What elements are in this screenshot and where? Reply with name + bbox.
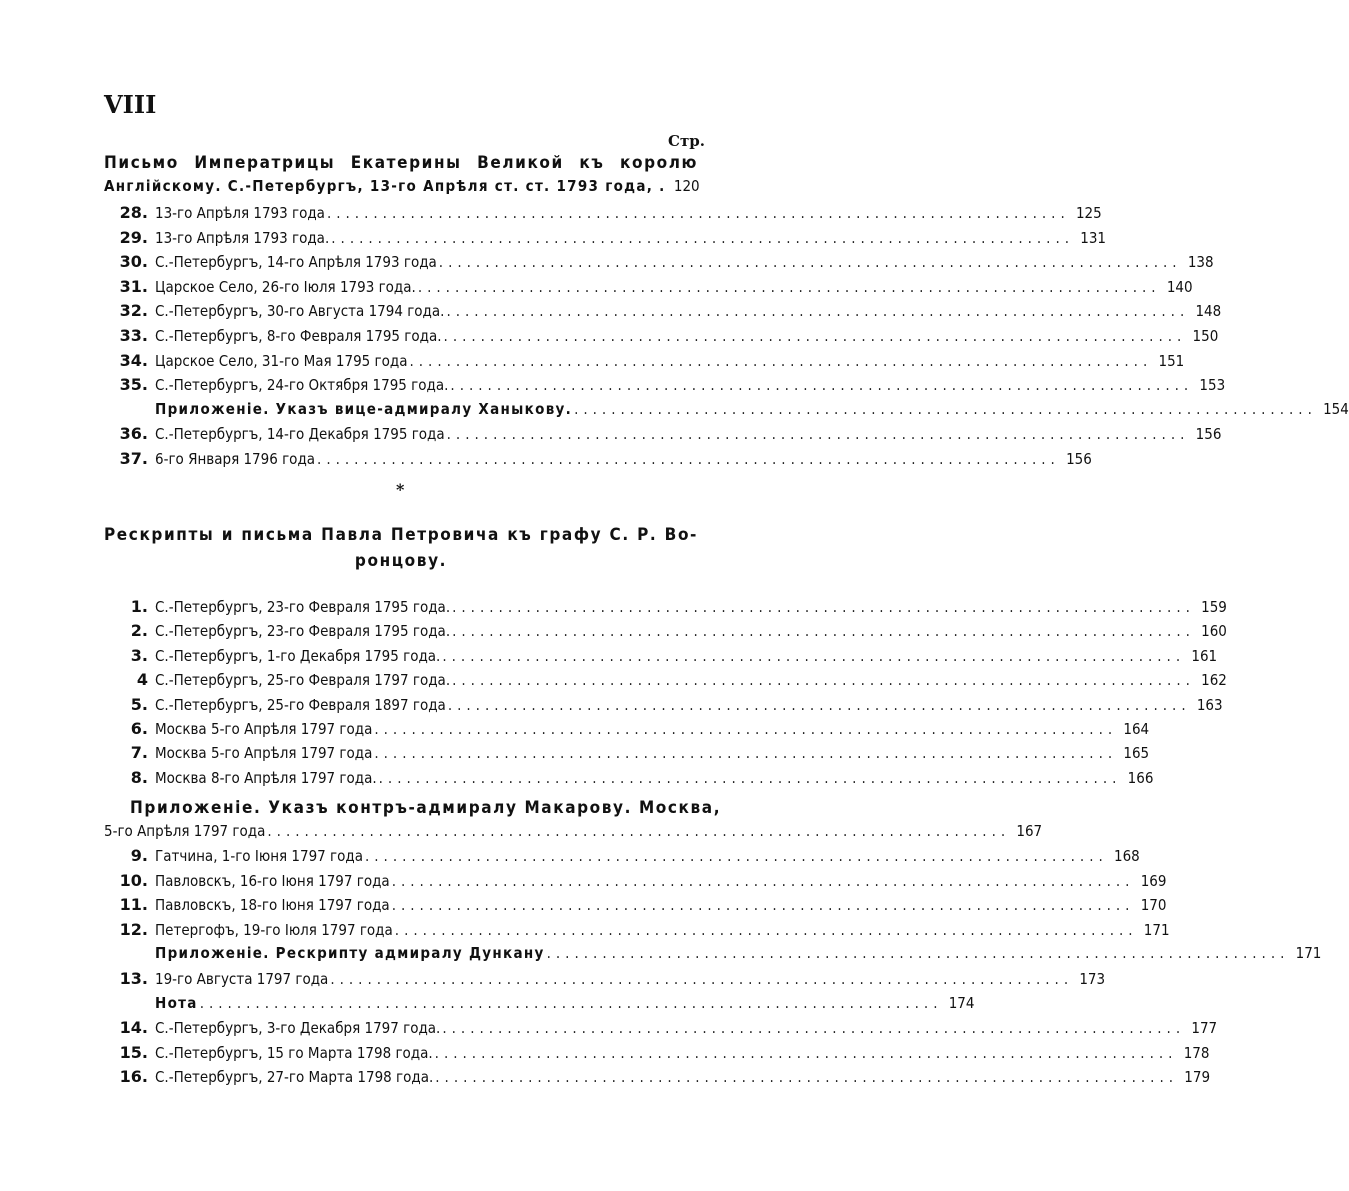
toc-entry-text: Царское Село, 31-го Мая 1795 года	[155, 351, 408, 370]
toc-entry-number: 13.	[119, 969, 148, 988]
section-separator: *	[396, 480, 405, 499]
toc-entry	[104, 767, 1154, 793]
page-number: VIII	[104, 90, 157, 119]
leader-dots: ................................................................................	[452, 622, 1195, 641]
toc-entry-text: 13-го Апрѣля 1793 года	[155, 204, 325, 222]
toc-entry-page: 156	[1195, 425, 1222, 444]
toc-entry-number: 31.	[119, 276, 148, 296]
toc-entry-text: С.-Петербургъ, 8-го Февраля 1795 года.	[155, 327, 442, 345]
toc-entry	[104, 895, 1167, 920]
toc-entry-page: 166	[1127, 768, 1154, 787]
toc-entry	[104, 670, 1227, 695]
leader-dots: ................................................................................	[574, 399, 1317, 418]
toc-entry	[104, 919, 1170, 945]
toc-entry-text: С.-Петербургъ, 14-го Декабря 1795 года	[155, 425, 445, 444]
toc-entry-page: 120	[673, 177, 700, 195]
toc-entry-number: 32.	[119, 301, 148, 321]
toc-entry-number: 28.	[119, 203, 148, 222]
leader-dots: ................................................................................	[442, 1019, 1186, 1038]
leader-dots: ................................................................................	[435, 1068, 1179, 1087]
section2-heading-line2: ронцову.	[354, 551, 448, 571]
leader-dots: ................................................................................	[394, 920, 1138, 939]
section2-heading-line1: Рескрипты и письма Павла Петровича къ графу С. Р. Во-	[104, 525, 698, 545]
toc-entry-text: Приложеніе. Указъ вице-адмиралу Ханыкову.	[155, 399, 573, 418]
leader-dots: ................................................................................	[374, 720, 1118, 738]
toc-entry-number: 1.	[130, 597, 148, 616]
leader-dots: ................................................................................	[546, 944, 1290, 963]
toc-entry-number: 5.	[130, 694, 148, 714]
page-column-header: Стр.	[668, 132, 705, 150]
toc-entry-number: 37.	[119, 449, 148, 468]
leader-dots: ................................................................................	[199, 993, 943, 1012]
leader-dots: ................................................................................	[378, 768, 1122, 787]
section1-heading-line2	[104, 177, 698, 202]
toc-entry-text: Приложеніе. Рескрипту адмиралу Дункану	[155, 944, 545, 963]
toc-entry-text: С.-Петербургъ, 30-го Августа 1794 года.	[155, 302, 445, 321]
leader-dots: ................................................................................	[364, 847, 1108, 865]
toc-entry-text: С.-Петербургъ, 25-го Февраля 1797 года.	[155, 671, 451, 690]
leader-dots: ................................................................................	[326, 204, 1070, 222]
toc-entry-page: 125	[1075, 204, 1102, 222]
toc-entry-number: 34.	[119, 350, 148, 370]
toc-entry-number: 10.	[119, 870, 148, 890]
leader-dots: ................................................................................	[452, 671, 1195, 690]
toc-entry	[104, 645, 1218, 671]
leader-dots: ................................................................................	[452, 598, 1195, 616]
toc-entry-page: 156	[1066, 450, 1092, 468]
toc-entry-text: С.-Петербургъ, 3-го Декабря 1797 года.	[155, 1019, 441, 1038]
toc-entry	[104, 350, 1185, 376]
toc-entry	[104, 203, 1102, 228]
toc-entry-page: 165	[1123, 744, 1150, 763]
toc-entry	[104, 743, 1150, 768]
toc-entry-text: Москва 5-го Апрѣля 1797 года	[155, 744, 373, 763]
toc-entry-text: Англійскому. С.-Петербургъ, 13-го Апрѣля ст. ст. 1793 года, .	[104, 177, 666, 195]
toc-entry	[104, 993, 975, 1019]
toc-entry-page: 171	[1143, 920, 1170, 939]
toc-entry	[104, 846, 1140, 871]
leader-dots: ................................................................................	[434, 1043, 1178, 1062]
toc-entry-page: 178	[1183, 1043, 1210, 1062]
toc-entry-page: 171	[1295, 944, 1322, 963]
toc-entry-page: 138	[1187, 253, 1214, 272]
toc-entry-text: 5-го Апрѣля 1797 года	[104, 822, 266, 840]
toc-entry-text: Москва 5-го Апрѣля 1797 года	[155, 720, 373, 738]
toc-entry-page: 170	[1140, 896, 1167, 915]
toc-entry-number: 11.	[119, 895, 148, 915]
toc-entry-text: С.-Петербургъ, 27-го Марта 1798 года.	[155, 1068, 434, 1087]
toc-entry-number: 33.	[119, 326, 148, 345]
leader-dots: ................................................................................	[450, 376, 1194, 395]
toc-entry	[104, 399, 1349, 425]
toc-entry	[104, 944, 1322, 969]
appendix-line1: Приложеніе. Указъ контръ-адмиралу Макарову. Москва,	[130, 798, 722, 818]
toc-entry	[104, 597, 1227, 622]
leader-dots: ................................................................................	[409, 351, 1153, 370]
section1-heading-line1: Письмо Императрицы Екатерины Великой къ королю	[104, 153, 698, 173]
leader-dots: ................................................................................	[391, 871, 1135, 890]
toc-entry-text: С.-Петербургъ, 23-го Февраля 1795 года.	[155, 622, 451, 641]
toc-entry	[104, 301, 1222, 326]
toc-entry-page: 159	[1201, 598, 1227, 616]
leader-dots: ................................................................................	[331, 228, 1075, 247]
toc-entry-page: 160	[1201, 622, 1227, 641]
toc-entry	[104, 252, 1214, 277]
toc-entry	[104, 969, 1106, 994]
section2-heading	[104, 522, 698, 574]
toc-entry-page: 153	[1199, 376, 1226, 395]
toc-entry-number: 2.	[130, 621, 148, 641]
toc-entry	[104, 870, 1167, 896]
toc-entry-page: 168	[1114, 847, 1140, 865]
toc-entry	[104, 326, 1219, 351]
toc-entry-number: 30.	[119, 252, 148, 272]
toc-entry-number: 4	[136, 670, 148, 690]
appendix-heading	[104, 795, 722, 821]
toc-entry-page: 140	[1166, 277, 1193, 296]
toc-entry-page: 167	[1016, 822, 1043, 840]
toc-entry-text: С.-Петербургъ, 1-го Декабря 1795 года.	[155, 646, 441, 665]
section1-heading	[104, 150, 698, 176]
toc-entry-text: С.-Петербургъ, 25-го Февраля 1897 года	[155, 695, 446, 714]
leader-dots: ................................................................................	[443, 327, 1187, 345]
toc-entry-page: 163	[1196, 695, 1223, 714]
toc-entry-number: 29.	[119, 227, 148, 247]
toc-entry-text: С.-Петербургъ, 14-го Апрѣля 1793 года	[155, 253, 437, 272]
leader-dots: ................................................................................	[374, 744, 1118, 763]
leader-dots: ................................................................................	[438, 253, 1182, 272]
toc-entry-number: 36.	[119, 424, 148, 444]
toc-entry-number: 35.	[119, 375, 148, 395]
toc-entry-text: 19-го Августа 1797 года	[155, 970, 329, 988]
toc-entry-text: Москва 8-го Апрѣля 1797 года.	[155, 768, 377, 787]
toc-entry-page: 154	[1323, 399, 1349, 418]
leader-dots: ................................................................................	[330, 970, 1074, 988]
toc-entry-text: Петергофъ, 19-го Іюля 1797 года	[155, 920, 393, 939]
toc-entry	[104, 1042, 1210, 1068]
leader-dots: ................................................................................	[267, 822, 1011, 840]
leader-dots: ................................................................................	[391, 896, 1135, 915]
toc-entry-page: 131	[1080, 228, 1107, 247]
toc-entry	[104, 449, 1092, 474]
toc-entry-text: С.-Петербургъ, 23-го Февраля 1795 года.	[155, 598, 451, 616]
toc-entry	[104, 694, 1223, 720]
toc-entry-text: Царское Село, 26-го Іюля 1793 года.	[155, 277, 416, 296]
toc-entry-number: 8.	[130, 767, 148, 787]
leader-dots: ................................................................................	[317, 450, 1060, 468]
toc-entry	[104, 276, 1193, 302]
toc-entry-number: 14.	[119, 1018, 148, 1038]
toc-entry-text: Павловскъ, 16-го Іюня 1797 года	[155, 871, 390, 890]
leader-dots: ................................................................................	[446, 302, 1190, 321]
leader-dots: ................................................................................	[446, 425, 1190, 444]
toc-entry-number: 7.	[130, 743, 148, 763]
toc-entry-page: 177	[1191, 1019, 1218, 1038]
toc-entry-text: Нота	[155, 993, 198, 1012]
toc-entry-number: 12.	[119, 919, 148, 939]
toc-entry-text: С.-Петербургъ, 24-го Октября 1795 года.	[155, 376, 449, 395]
toc-entry-text: С.-Петербургъ, 15 го Марта 1798 года.	[155, 1043, 433, 1062]
toc-entry-page: 148	[1195, 302, 1222, 321]
leader-dots: ................................................................................	[447, 695, 1191, 714]
leader-dots: ................................................................................	[442, 646, 1186, 665]
toc-entry-page: 164	[1123, 720, 1150, 738]
toc-entry	[104, 227, 1107, 253]
toc-entry-text: Павловскъ, 18-го Іюня 1797 года	[155, 896, 390, 915]
toc-entry-text: 6-го Января 1796 года	[155, 450, 316, 468]
toc-entry	[104, 719, 1150, 744]
leader-dots: ................................................................................	[417, 277, 1161, 296]
toc-entry	[104, 1018, 1218, 1043]
toc-entry-text: Гатчина, 1-го Іюня 1797 года	[155, 847, 363, 865]
toc-entry-page: 161	[1191, 646, 1218, 665]
toc-entry-page: 174	[948, 993, 975, 1012]
toc-entry-number: 15.	[119, 1042, 148, 1062]
toc-entry-number: 3.	[130, 645, 148, 665]
toc-entry	[104, 424, 1222, 449]
toc-entry-page: 169	[1140, 871, 1167, 890]
toc-entry-text: 13-го Апрѣля 1793 года.	[155, 228, 330, 247]
toc-entry-number: 16.	[119, 1067, 148, 1087]
toc-entry-page: 173	[1079, 970, 1106, 988]
toc-entry-page: 179	[1184, 1068, 1211, 1087]
toc-entry-number: 9.	[130, 846, 148, 865]
toc-entry	[104, 375, 1226, 400]
toc-entry-number: 6.	[130, 719, 148, 738]
toc-entry	[104, 621, 1227, 646]
appendix-line2	[104, 822, 1043, 847]
toc-entry	[104, 1067, 1211, 1092]
toc-entry-page: 150	[1192, 327, 1219, 345]
toc-entry-page: 151	[1158, 351, 1185, 370]
toc-entry-page: 162	[1201, 671, 1227, 690]
